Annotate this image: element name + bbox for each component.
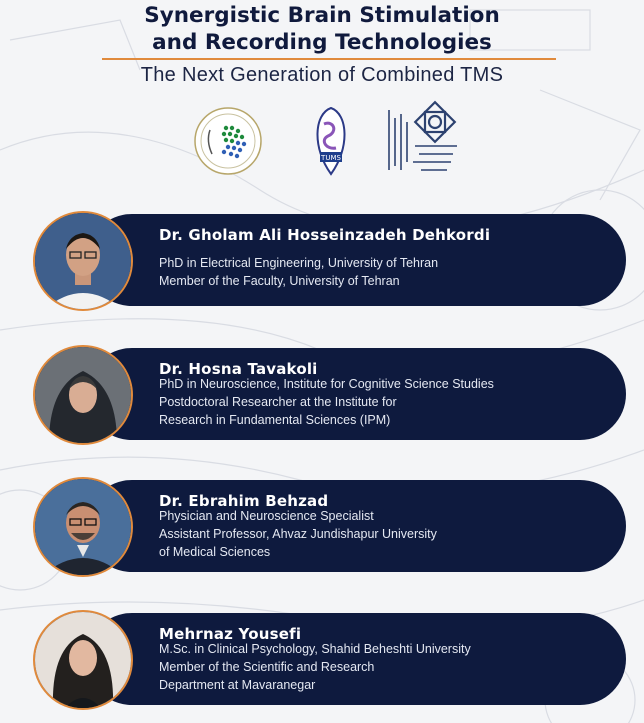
speaker-name: Dr. Hosna Tavakoli (159, 360, 318, 378)
event-subtitle: The Next Generation of Combined TMS (140, 64, 504, 86)
neuroscience-research-center-tums-logo (308, 104, 354, 178)
speaker-credential: PhD in Electrical Engineering, University of Tehran (159, 256, 439, 270)
svg-text:TUMS: TUMS (321, 154, 341, 162)
speaker-name: Mehrnaz Yousefi (159, 625, 302, 643)
event-title-line-2: and Recording Technologies (152, 30, 492, 55)
speaker-credential: Physician and Neuroscience Specialist (159, 509, 374, 523)
speaker-name: Dr. Gholam Ali Hosseinzadeh Dehkordi (159, 226, 491, 244)
speaker-credential: Department at Mavaranegar (159, 678, 316, 692)
speaker-card (86, 348, 626, 440)
speaker-credential: Member of the Scientific and Research (159, 660, 375, 674)
university-of-medical-sciences-logo (381, 100, 463, 180)
speaker-photo (33, 610, 133, 710)
iranian-neuroscience-society-logo (188, 106, 268, 176)
speaker-photo (33, 345, 133, 445)
speaker-card (86, 613, 626, 705)
speaker-credential: Member of the Faculty, University of Tehran (159, 274, 400, 288)
speaker-name: Dr. Ebrahim Behzad (159, 492, 329, 510)
speaker-photo (33, 211, 133, 311)
speaker-photo (33, 477, 133, 577)
speaker-credential: of Medical Sciences (159, 545, 271, 559)
speaker-credential: Postdoctoral Researcher at the Institute for (159, 395, 397, 409)
speaker-credential: Assistant Professor, Ahvaz Jundishapur University (159, 527, 437, 541)
event-title-line-1: Synergistic Brain Stimulation (144, 3, 500, 28)
speaker-card (86, 480, 626, 572)
speaker-card (86, 214, 626, 306)
speaker-credential: PhD in Neuroscience, Institute for Cognitive Science Studies (159, 377, 494, 391)
speaker-credential: M.Sc. in Clinical Psychology, Shahid Beheshti University (159, 642, 471, 656)
title-divider (102, 58, 556, 60)
speaker-credential: Research in Fundamental Sciences (IPM) (159, 413, 391, 427)
